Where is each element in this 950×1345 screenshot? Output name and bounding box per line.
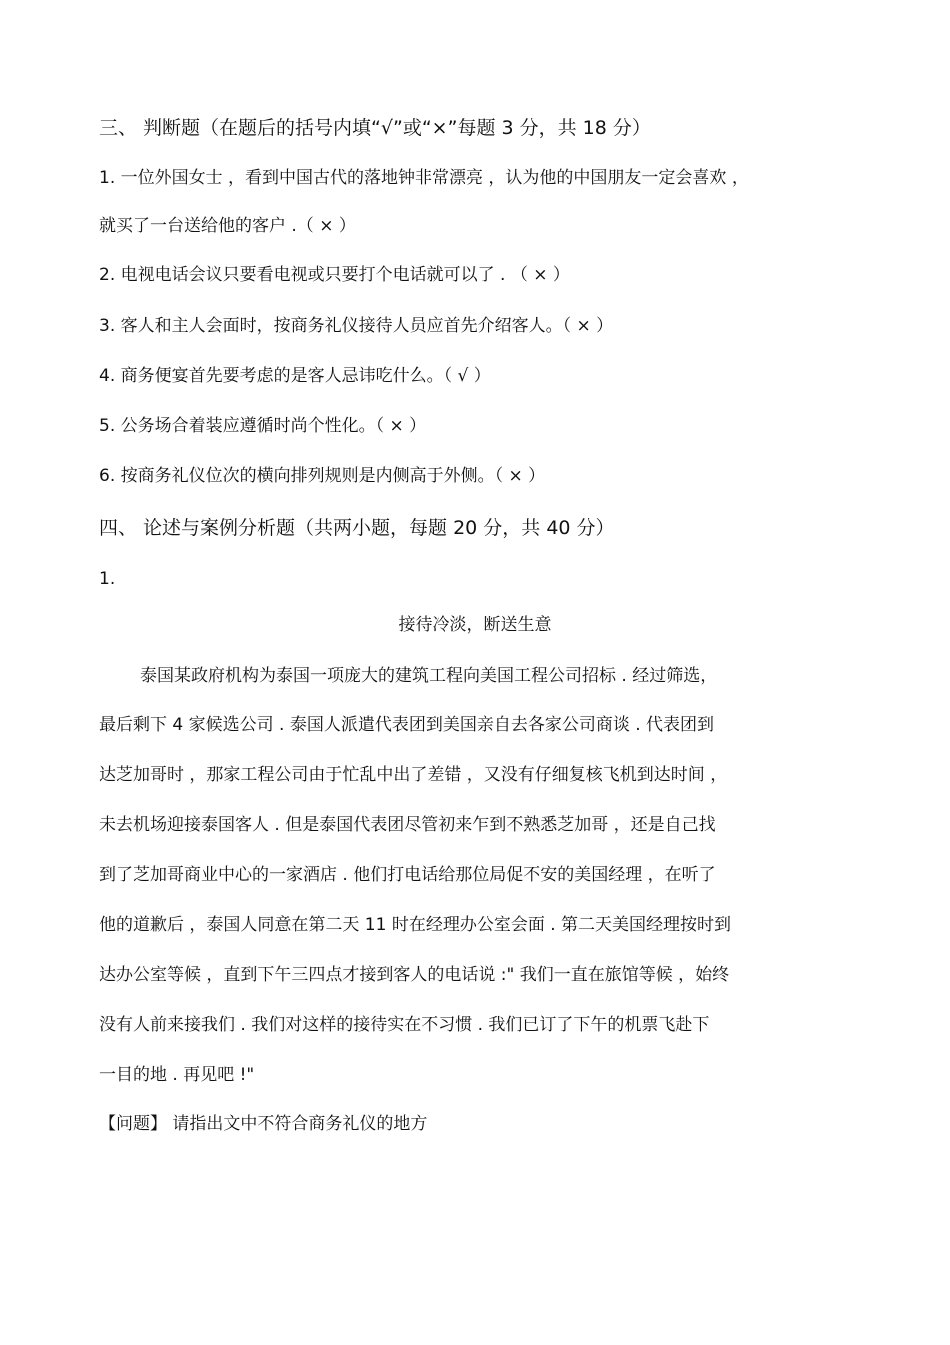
case-paragraph-line: 泰国某政府机构为泰国一项庞大的建筑工程向美国工程公司招标 . 经过筛选， (140, 666, 718, 686)
question-3: 3. 客人和主人会面时，按商务礼仪接待人员应首先介绍客人。（ × ） (99, 316, 614, 336)
question-6: 6. 按商务礼仪位次的横向排列规则是内侧高于外侧。（ × ） (99, 466, 546, 486)
question-1-line-2: 就买了一台送给他的客户 .（ × ） (99, 216, 356, 236)
case-paragraph-line: 达办公室等候 ，直到下午三四点才接到客人的电话说 :" 我们一直在旅馆等候 ，始终 (99, 965, 730, 985)
case-question: 【问题】 请指出文中不符合商务礼仪的地方 (99, 1114, 428, 1134)
case-title: 接待冷淡，断送生意 (398, 615, 552, 635)
question-5: 5. 公务场合着装应遵循时尚个性化。（ × ） (99, 416, 427, 436)
case-paragraph-line: 最后剩下 4 家候选公司 . 泰国人派遣代表团到美国亲自去各家公司商谈 . 代表团到 (99, 715, 715, 735)
case-paragraph-line: 未去机场迎接泰国客人 . 但是泰国代表团尽管初来乍到不熟悉芝加哥 ，还是自己找 (99, 815, 716, 835)
case-paragraph-line: 他的道歉后 ，泰国人同意在第二天 11 时在经理办公室会面 . 第二天美国经理按时到 (99, 915, 732, 935)
case-paragraph-line: 没有人前来接我们 . 我们对这样的接待实在不习惯 . 我们已订了下午的机票飞赴下 (99, 1015, 710, 1035)
section-4-heading: 四、 论述与案例分析题（共两小题，每题 20 分，共 40 分） (99, 517, 615, 539)
case-paragraph-line: 一目的地 . 再见吧 !" (99, 1065, 255, 1085)
case-paragraph-line: 达芝加哥时 ，那家工程公司由于忙乱中出了差错 ，又没有仔细复核飞机到达时间 ， (99, 765, 728, 785)
section-3-heading: 三、 判断题（在题后的括号内填“√”或“×”每题 3 分，共 18 分） (99, 117, 651, 139)
case-item-number: 1. (99, 569, 116, 589)
question-4: 4. 商务便宴首先要考虑的是客人忌讳吃什么。（ √ ） (99, 366, 491, 386)
case-paragraph-line: 到了芝加哥商业中心的一家酒店 . 他们打电话给那位局促不安的美国经理 ，在听了 (99, 865, 716, 885)
question-1-line-1: 1. 一位外国女士 ，看到中国古代的落地钟非常漂亮 ，认为他的中国朋友一定会喜欢 ， (99, 168, 749, 188)
question-2: 2. 电视电话会议只要看电视或只要打个电话就可以了 . （ × ） (99, 265, 570, 285)
